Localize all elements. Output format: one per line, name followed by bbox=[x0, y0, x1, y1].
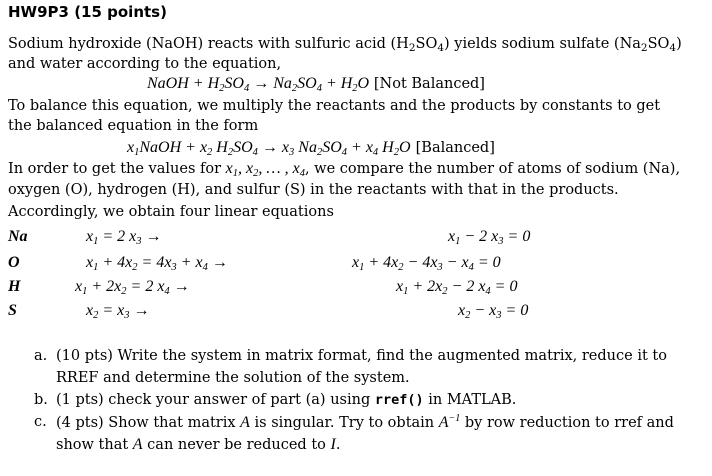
part-c-letter: c. bbox=[34, 414, 47, 430]
label-h: H bbox=[8, 278, 21, 295]
label-s: S bbox=[8, 302, 17, 319]
balance-line-2: the balanced equation in the form bbox=[8, 118, 259, 134]
problem-title: HW9P3 (15 points) bbox=[8, 3, 167, 21]
part-b-letter: b. bbox=[34, 392, 48, 408]
part-c-line-2: show that A can never be reduced to I. bbox=[56, 436, 341, 453]
eq-na-left: $x_1 = 2$ $x_3$ → bbox=[86, 228, 162, 247]
eq-s-right: $x_2 - x_3 = 0$ bbox=[458, 302, 529, 321]
values-line-2: oxygen (O), hydrogen (H), and sulfur (S) in the reactants with that in the products. bbox=[8, 182, 619, 198]
label-o: O bbox=[8, 254, 20, 271]
label-na: Na bbox=[8, 228, 28, 245]
balance-line-1: To balance this equation, we multiply the reactants and the products by constants to get bbox=[8, 98, 661, 114]
intro-line-2: and water according to the equation, bbox=[8, 56, 282, 72]
part-a-letter: a. bbox=[34, 348, 48, 364]
eq-o-right: $x_1 + 4x_2 - 4x_3 - x_4 = 0$ bbox=[352, 254, 501, 273]
rref-code: rref() bbox=[374, 392, 424, 408]
values-line-1: In order to get the values for $x_1$, $x_2$, … , $x_4$, we compare the number of atoms of sodium (Na), bbox=[8, 160, 681, 179]
unbalanced-equation: NaOH + $H_2SO_4 \to Na_2SO_4 + H_2O$ [Not Balanced] bbox=[147, 75, 485, 94]
eq-na-right: $x_1 - 2$ $x_3 = 0$ bbox=[448, 228, 531, 247]
eq-o-left: $x_1 + 4x_2 = 4x_3 + x_4$ → bbox=[86, 254, 228, 273]
intro-line-1: Sodium hydroxide (NaOH) reacts with sulfuric acid $(H_2SO_4)$ yields sodium sulfate $(Na_2SO_4)$ bbox=[8, 36, 682, 54]
eq-h-right: $x_1 + 2x_2 - 2$ $x_4 = 0$ bbox=[396, 278, 518, 297]
eq-s-left: $x_2 = x_3$ → bbox=[86, 302, 150, 321]
part-a-line-1: (10 pts) Write the system in matrix format, find the augmented matrix, reduce it to bbox=[56, 348, 667, 364]
eq-h-left: $x_1 + 2x_2 = 2$ $x_4$ → bbox=[75, 278, 190, 297]
values-line-3: Accordingly, we obtain four linear equations bbox=[8, 204, 334, 220]
part-a-line-2: RREF and determine the solution of the system. bbox=[56, 370, 410, 386]
balanced-equation: $x_1NaOH + x_2$ $H_2SO_4 \to x_3$ $Na_2SO_4 + x_4$ $H_2O$ [Balanced] bbox=[127, 139, 495, 158]
part-c-line-1: (4 pts) Show that matrix A is singular. Try to obtain $A^{-1}$ by row reduction to rref and bbox=[56, 413, 674, 431]
part-b-text: (1 pts) check your answer of part (a) using rref() in MATLAB. bbox=[56, 392, 517, 408]
